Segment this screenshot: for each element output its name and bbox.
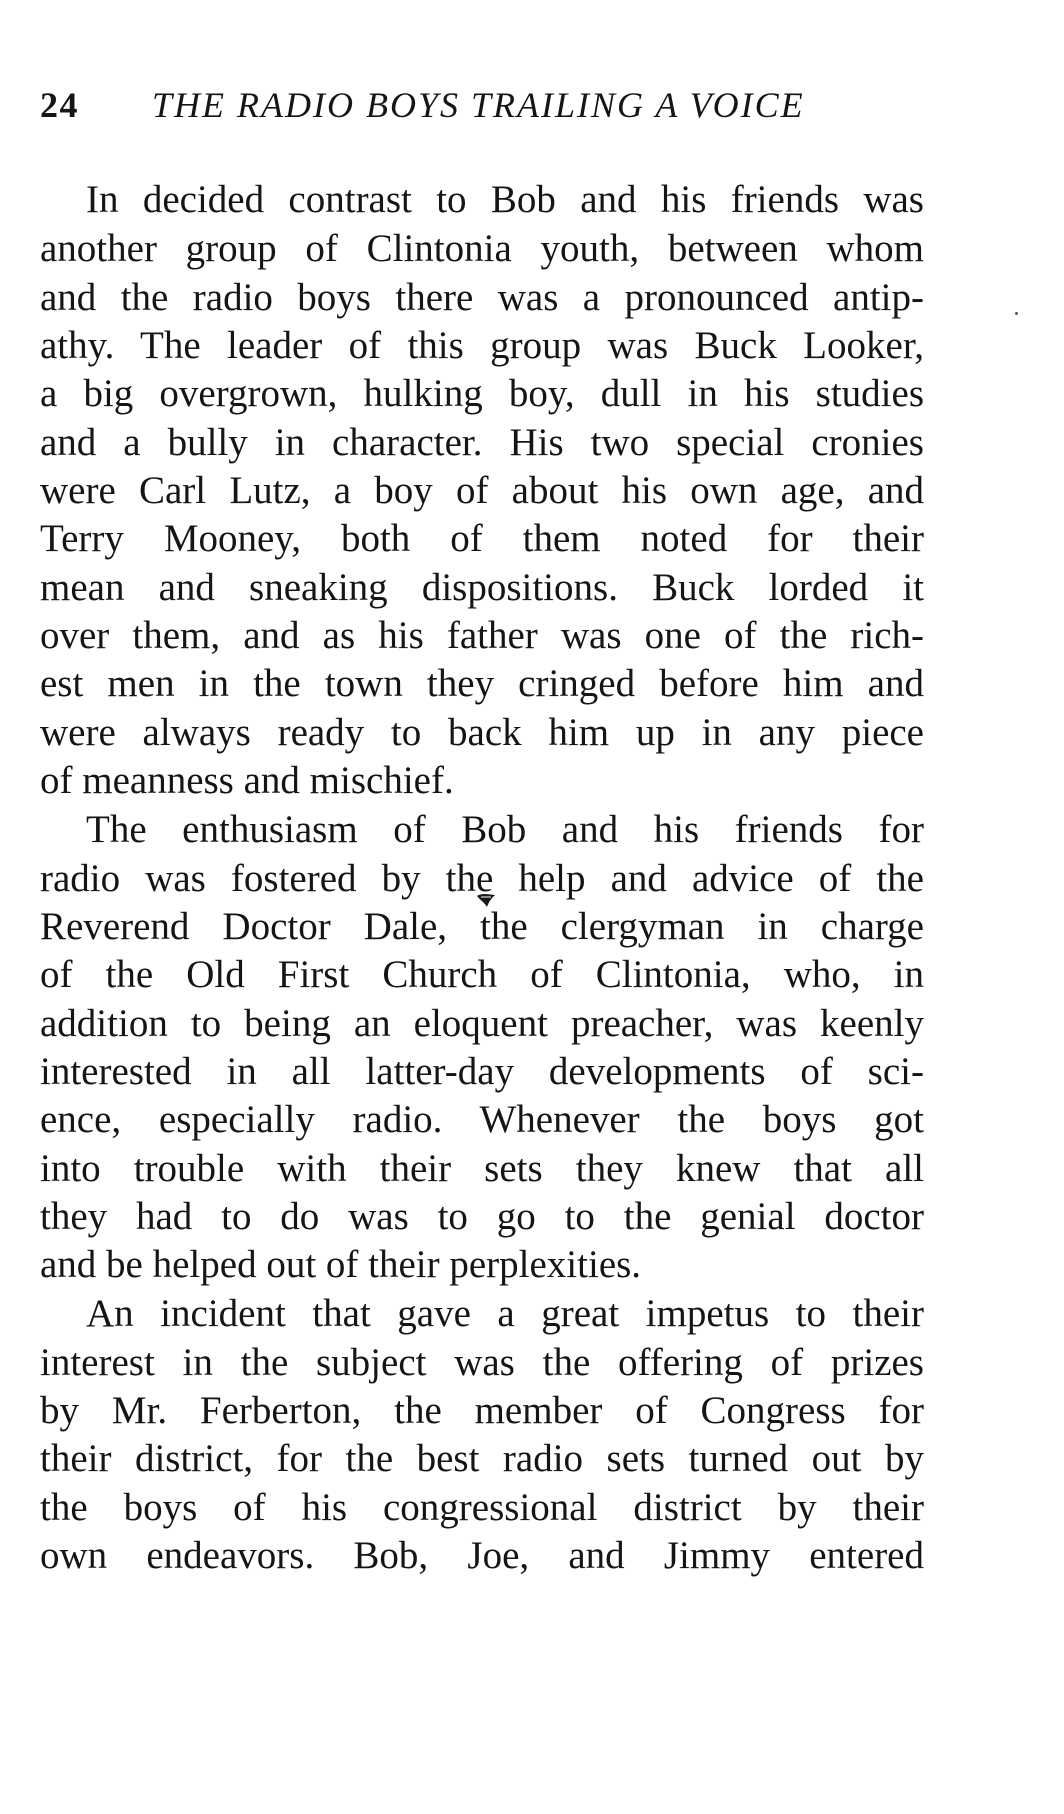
text-line: a big overgrown, hulking boy, dull in his studies	[40, 372, 924, 415]
text-line: the boys of his congressional district by their	[40, 1486, 924, 1529]
margin-speck	[1015, 312, 1018, 315]
text-line: addition to being an eloquent preacher, was keenly	[40, 1002, 924, 1045]
text-line: and a bully in character. His two special cronies	[40, 421, 924, 464]
text-line: athy. The leader of this group was Buck Looker,	[40, 324, 924, 367]
text-line: Reverend Doctor Dale, the clergyman in charge	[40, 905, 924, 948]
text-line: were Carl Lutz, a boy of about his own age, and	[40, 469, 924, 512]
text-line: their district, for the best radio sets turned out by	[40, 1437, 924, 1480]
text-line: The enthusiasm of Bob and his friends for	[86, 808, 924, 851]
text-line: of the Old First Church of Clintonia, who, in	[40, 953, 924, 996]
text-line: were always ready to back him up in any piece	[40, 711, 924, 754]
text-line: interested in all latter-day developments of sci-	[40, 1050, 924, 1093]
text-line: another group of Clintonia youth, between whom	[40, 227, 924, 270]
running-head	[40, 84, 920, 124]
page-number: 24	[40, 85, 79, 125]
running-title: THE RADIO BOYS TRAILING A VOICE	[152, 85, 805, 125]
text-line: Terry Mooney, both of them noted for their	[40, 517, 924, 560]
text-line: An incident that gave a great impetus to their	[86, 1292, 924, 1335]
text-line: est men in the town they cringed before him and	[40, 662, 924, 705]
text-line: own endeavors. Bob, Joe, and Jimmy entered	[40, 1534, 924, 1577]
text-line: In decided contrast to Bob and his friends was	[86, 178, 924, 221]
text-line: radio was fostered by the help and advice of the	[40, 857, 924, 900]
text-line: interest in the subject was the offering of prizes	[40, 1341, 924, 1384]
text-line: ence, especially radio. Whenever the boys got	[40, 1098, 924, 1141]
text-line: of meanness and mischief.	[40, 759, 454, 802]
text-line: they had to do was to go to the genial doctor	[40, 1195, 924, 1238]
text-line: and be helped out of their perplexities.	[40, 1243, 642, 1286]
text-line: by Mr. Ferberton, the member of Congress for	[40, 1389, 924, 1432]
text-line: and the radio boys there was a pronounced antip-	[40, 276, 924, 319]
text-line: mean and sneaking dispositions. Buck lorded it	[40, 566, 924, 609]
text-line: into trouble with their sets they knew that all	[40, 1147, 924, 1190]
text-line: over them, and as his father was one of the rich-	[40, 614, 924, 657]
